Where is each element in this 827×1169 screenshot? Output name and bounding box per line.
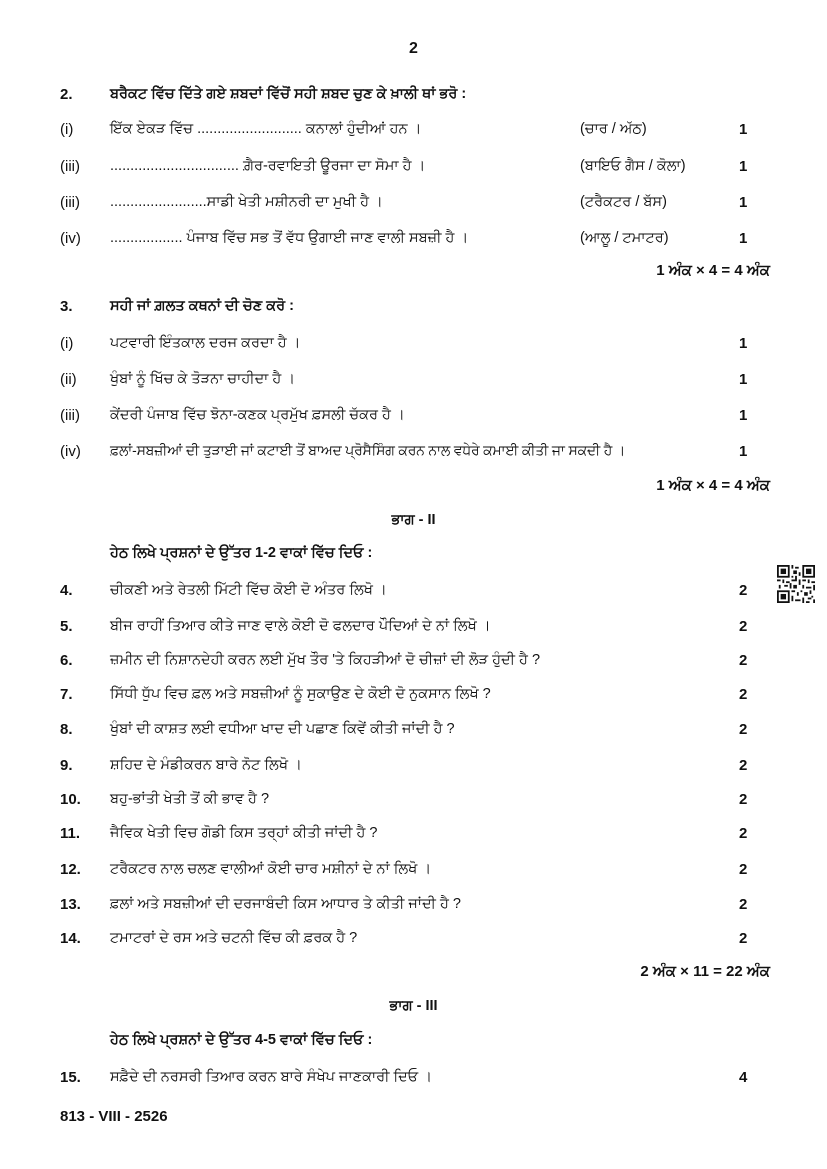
question-marks: 2 (739, 757, 748, 774)
q3-item-label: (i) (60, 335, 74, 352)
q2-item-text: .................. ਪੰਜਾਬ ਵਿੱਚ ਸਭ ਤੋਂ ਵੱਧ ਉਗਾਈ ਜਾਣ ਵਾਲੀ ਸਬਜ਼ੀ ਹੈ । (110, 230, 469, 246)
question-number: 15. (60, 1069, 81, 1086)
question-marks: 2 (739, 896, 748, 913)
q3-item-text: ਕੇਂਦਰੀ ਪੰਜਾਬ ਵਿੱਚ ਝੋਨਾ-ਕਣਕ ਪ੍ਰਮੁੱਖ ਫ਼ਸਲੀ ਚੱਕਰ ਹੈ । (110, 407, 405, 423)
question-marks: 4 (739, 1069, 748, 1086)
part2-title: ਭਾਗ - II (391, 512, 436, 528)
paper-code: 813 - VIII - 2526 (60, 1108, 168, 1125)
question-number: 8. (60, 721, 73, 738)
qr-code-icon (777, 565, 815, 603)
question-number: 13. (60, 896, 81, 913)
q3-item-marks: 1 (739, 335, 748, 352)
part2-instruction: ਹੇਠ ਲਿਖੇ ਪ੍ਰਸ਼ਨਾਂ ਦੇ ਉੱਤਰ 1-2 ਵਾਕਾਂ ਵਿੱਚ ਦਿਓ : (110, 545, 373, 561)
q2-item-options: (ਆਲੂ / ਟਮਾਟਰ) (580, 230, 669, 246)
question-number: 10. (60, 791, 81, 808)
question-text: ਚੀਕਣੀ ਅਤੇ ਰੇਤਲੀ ਮਿੱਟੀ ਵਿੱਚ ਕੋਈ ਦੋ ਅੰਤਰ ਲਿਖੋ । (110, 582, 387, 598)
q3-item-label: (iii) (60, 407, 80, 424)
q2-item-label: (i) (60, 121, 74, 138)
question-text: ਟਮਾਟਰਾਂ ਦੇ ਰਸ ਅਤੇ ਚਟਨੀ ਵਿੱਚ ਕੀ ਫ਼ਰਕ ਹੈ ? (110, 930, 358, 946)
question-number: 7. (60, 686, 73, 703)
q3-item-marks: 1 (739, 443, 748, 460)
q3-item-text: ਖੁੰਬਾਂ ਨੂੰ ਖਿੱਚ ਕੇ ਤੋੜਨਾ ਚਾਹੀਦਾ ਹੈ । (110, 371, 296, 387)
q3-heading: ਸਹੀ ਜਾਂ ਗ਼ਲਤ ਕਥਨਾਂ ਦੀ ਚੋਣ ਕਰੋ : (110, 298, 294, 314)
q2-item-marks: 1 (739, 158, 748, 175)
part2-total-marks: 2 ਅੰਕ × 11 = 22 ਅੰਕ (640, 963, 770, 980)
question-marks: 2 (739, 652, 748, 669)
question-text: ਫ਼ਲਾਂ ਅਤੇ ਸਬਜ਼ੀਆਂ ਦੀ ਦਰਜਾਬੰਦੀ ਕਿਸ ਆਧਾਰ ਤੇ ਕੀਤੀ ਜਾਂਦੀ ਹੈ ? (110, 896, 461, 912)
q2-item-text: ........................ਸਾਡੀ ਖੇਤੀ ਮਸ਼ੀਨਰੀ ਦਾ ਮੁਖੀ ਹੈ । (110, 194, 383, 210)
question-marks: 2 (739, 791, 748, 808)
question-text: ਖੁੰਬਾਂ ਦੀ ਕਾਸ਼ਤ ਲਈ ਵਧੀਆ ਖਾਦ ਦੀ ਪਛਾਣ ਕਿਵੇਂ ਕੀਤੀ ਜਾਂਦੀ ਹੈ ? (110, 721, 455, 737)
q3-total-marks: 1 ਅੰਕ × 4 = 4 ਅੰਕ (656, 477, 770, 494)
q2-number: 2. (60, 86, 73, 103)
q2-heading: ਬਰੈਕਟ ਵਿੱਚ ਦਿੱਤੇ ਗਏ ਸ਼ਬਦਾਂ ਵਿੱਚੋਂ ਸਹੀ ਸ਼ਬਦ ਚੁਣ ਕੇ ਖ਼ਾਲੀ ਥਾਂ ਭਰੋ : (110, 86, 467, 102)
question-marks: 2 (739, 618, 748, 635)
question-marks: 2 (739, 582, 748, 599)
question-number: 6. (60, 652, 73, 669)
question-marks: 2 (739, 825, 748, 842)
q2-item-label: (iii) (60, 158, 80, 175)
q2-item-text: ਇੱਕ ਏਕੜ ਵਿੱਚ .......................... ਕਨਾਲਾਂ ਹੁੰਦੀਆਂ ਹਨ । (110, 121, 422, 137)
question-number: 11. (60, 825, 81, 842)
part3-instruction: ਹੇਠ ਲਿਖੇ ਪ੍ਰਸ਼ਨਾਂ ਦੇ ਉੱਤਰ 4-5 ਵਾਕਾਂ ਵਿੱਚ ਦਿਓ : (110, 1032, 373, 1048)
question-number: 12. (60, 861, 81, 878)
q3-item-marks: 1 (739, 407, 748, 424)
question-text: ਸਫ਼ੈਦੇ ਦੀ ਨਰਸਰੀ ਤਿਆਰ ਕਰਨ ਬਾਰੇ ਸੰਖੇਪ ਜਾਣਕਾਰੀ ਦਿਓ । (110, 1069, 432, 1085)
q3-item-text: ਫ਼ਲਾਂ-ਸਬਜ਼ੀਆਂ ਦੀ ਤੁੜਾਈ ਜਾਂ ਕਟਾਈ ਤੋਂ ਬਾਅਦ ਪ੍ਰੋਸੈਸਿੰਗ ਕਰਨ ਨਾਲ ਵਧੇਰੇ ਕਮਾਈ ਕੀਤੀ ਜਾ ਸਕਦੀ ਹੈ । (110, 443, 626, 458)
question-number: 14. (60, 930, 81, 947)
question-number: 9. (60, 757, 73, 774)
question-text: ਜ਼ਮੀਨ ਦੀ ਨਿਸ਼ਾਨਦੇਹੀ ਕਰਨ ਲਈ ਮੁੱਖ ਤੌਰ 'ਤੇ ਕਿਹੜੀਆਂ ਦੋ ਚੀਜ਼ਾਂ ਦੀ ਲੋੜ ਹੁੰਦੀ ਹੈ ? (110, 652, 541, 668)
question-marks: 2 (739, 686, 748, 703)
question-text: ਜੈਵਿਕ ਖੇਤੀ ਵਿਚ ਗੋਡੀ ਕਿਸ ਤਰ੍ਹਾਂ ਕੀਤੀ ਜਾਂਦੀ ਹੈ ? (110, 825, 378, 841)
q2-item-marks: 1 (739, 121, 748, 138)
q3-item-marks: 1 (739, 371, 748, 388)
q3-item-label: (iv) (60, 443, 81, 460)
question-marks: 2 (739, 930, 748, 947)
q2-item-label: (iii) (60, 194, 80, 211)
q2-item-label: (iv) (60, 230, 81, 247)
question-number: 5. (60, 618, 73, 635)
question-text: ਬਹੁ-ਭਾਂਤੀ ਖੇਤੀ ਤੋਂ ਕੀ ਭਾਵ ਹੈ ? (110, 791, 270, 807)
q2-item-options: (ਟਰੈਕਟਰ / ਬੱਸ) (580, 194, 667, 210)
question-text: ਸਿੱਧੀ ਧੁੱਪ ਵਿਚ ਫ਼ਲ ਅਤੇ ਸਬਜ਼ੀਆਂ ਨੂੰ ਸੁਕਾਉਣ ਦੇ ਕੋਈ ਦੋ ਨੁਕਸਾਨ ਲਿਖੋ ? (110, 686, 491, 702)
q2-item-text: ................................ ਗ਼ੈਰ-ਰਵਾਇਤੀ ਊਰਜਾ ਦਾ ਸੋਮਾ ਹੈ । (110, 158, 426, 174)
q3-item-text: ਪਟਵਾਰੀ ਇੰਤਕਾਲ ਦਰਜ ਕਰਦਾ ਹੈ । (110, 335, 301, 351)
q2-total-marks: 1 ਅੰਕ × 4 = 4 ਅੰਕ (656, 262, 770, 279)
q2-item-marks: 1 (739, 230, 748, 247)
question-text: ਟਰੈਕਟਰ ਨਾਲ ਚਲਣ ਵਾਲੀਆਂ ਕੋਈ ਚਾਰ ਮਸ਼ੀਨਾਂ ਦੇ ਨਾਂ ਲਿਖੋ । (110, 861, 432, 877)
part3-title: ਭਾਗ - III (389, 998, 438, 1014)
question-marks: 2 (739, 861, 748, 878)
q2-item-marks: 1 (739, 194, 748, 211)
page-number: 2 (409, 40, 418, 57)
question-number: 4. (60, 582, 73, 599)
question-text: ਸ਼ਹਿਦ ਦੇ ਮੰਡੀਕਰਨ ਬਾਰੇ ਨੋਟ ਲਿਖੋ । (110, 757, 302, 773)
q3-item-label: (ii) (60, 371, 77, 388)
question-marks: 2 (739, 721, 748, 738)
q2-item-options: (ਚਾਰ / ਅੱਠ) (580, 121, 647, 137)
q3-number: 3. (60, 298, 73, 315)
q2-item-options: (ਬਾਇਓ ਗੈਸ / ਕੋਲਾ) (580, 158, 686, 174)
question-text: ਬੀਜ ਰਾਹੀਂ ਤਿਆਰ ਕੀਤੇ ਜਾਣ ਵਾਲੇ ਕੋਈ ਦੋ ਫਲਦਾਰ ਪੌਦਿਆਂ ਦੇ ਨਾਂ ਲਿਖੋ । (110, 618, 491, 634)
